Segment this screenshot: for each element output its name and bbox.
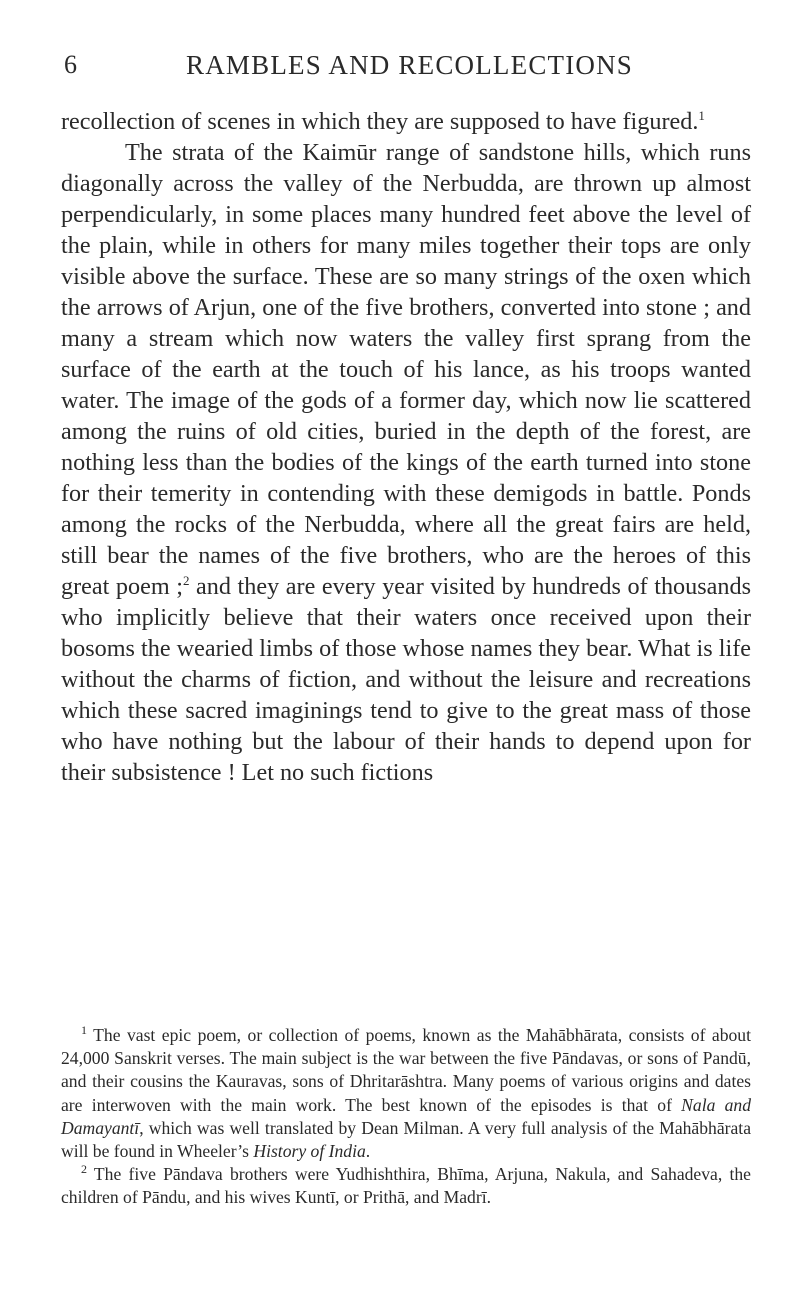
paragraph-text: recollection of scenes in which they are supposed to have figured. — [61, 108, 699, 135]
paragraph — [61, 137, 751, 788]
running-title: RAMBLES AND RECOLLECTIONS — [186, 50, 634, 80]
page-number: 6 — [64, 50, 78, 79]
body-text — [61, 106, 751, 788]
footnote — [61, 1163, 751, 1209]
footnote-text: . — [365, 1141, 371, 1162]
footnote-italic-title: Nala and Damayantī — [61, 1094, 751, 1138]
paragraph-continued — [61, 106, 751, 137]
footnote-text: The vast epic poem, or collection of poems, known as the Mahābhārata, consists of about 24,000 Sanskrit verses. The main subject is the war between the five Pāndavas, or sons of Pandū, and their cousins the Kauravas, sons of Dhritarāshtra. Many poems of various origins and dates are interwoven with the main work. The best known of the episodes is that of — [61, 1025, 751, 1115]
footnote-text: The five Pāndava brothers were Yudhishthira, Bhīma, Arjuna, Nakula, and Sahadeva, the children of Pāndu, and his wives Kuntī, or Prithā, and Madrī. — [61, 1164, 751, 1208]
running-head — [0, 50, 800, 90]
footnote-number: 1 — [81, 1023, 87, 1038]
footnote — [61, 1024, 751, 1163]
footnotes — [61, 1024, 751, 1210]
footnote-number: 2 — [81, 1162, 87, 1177]
footnote-reference: 1 — [698, 107, 705, 123]
footnote-reference: 2 — [182, 572, 190, 588]
paragraph-text: and they are every year visited by hundreds of thousands who implicitly believe that their waters once received upon their bosoms the wearied limbs of those whose names they bear. What is life without the charms of fiction, and without the leisure and recreations which these sacred imaginings tend to give to the great mass of those who have nothing but the labour of their hands to depend upon for their subsistence ! Let no such fictions — [61, 573, 751, 786]
footnote-text: , which was well translated by Dean Milman. A very full analysis of the Mahābhārata will be found in Wheeler’s — [61, 1117, 751, 1162]
footnote-italic-title: History of India — [253, 1141, 366, 1162]
paragraph-text: The strata of the Kaimūr range of sandstone hills, which runs diagonally across the valley of the Nerbudda, are thrown up almost perpendicularly, in some places many hundred feet above the level of the plain, while in others for many miles together their tops are only visible above the surface. These are so many strings of the oxen which the arrows of Arjun, one of the five brothers, converted into stone ; and many a stream which now waters the valley first sprang from the surface of the earth at the touch of his lance, as his troops wanted water. The image of the gods of a former day, which now lie scattered among the ruins of old cities, buried in the depth of the forest, are nothing less than the bodies of the kings of the earth turned into stone for their temerity in contending with these demigods in battle. Ponds among the rocks of the Nerbudda, where all the great fairs are held, still bear the names of the five brothers, who are the heroes of this great poem ; — [61, 139, 751, 600]
